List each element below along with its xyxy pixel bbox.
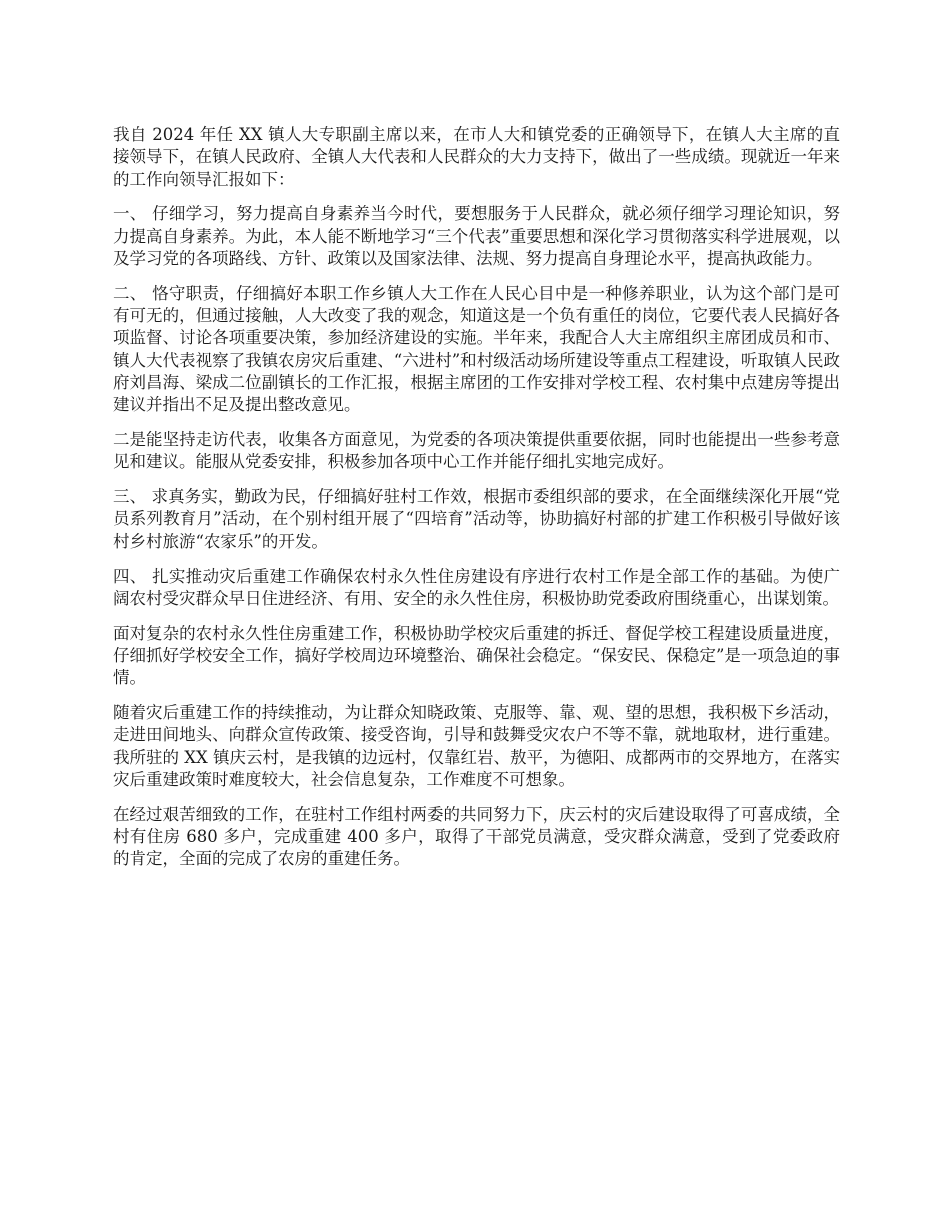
paragraph-section-1: 一、 仔细学习，努力提高自身素养当今时代，要想服务于人民群众，就必须仔细学习理论知识，努力提高自身素养。为此，本人能不断地学习“三个代表”重要思想和深化学习贯彻落实科学进展观，以及学习党的各项路线、方针、政策以及国家法律、法规、努力提高自身理论水平，提高执政能力。 — [113, 204, 840, 268]
document-body — [113, 124, 840, 883]
paragraph-section-2: 二、 恪守职责，仔细搞好本职工作乡镇人大工作在人民心目中是一种修养职业，认为这个部门是可有可无的，但通过接触，人大改变了我的观念，知道这是一个负有重任的岗位，它要代表人民搞好各项监督、讨论各项重要决策，参加经济建设的实施。半年来，我配合人大主席组织主席团成员和市、镇人大代表视察了我镇农房灾后重建、“六进村”和村级活动场所建设等重点工程建设，听取镇人民政府刘昌海、梁成二位副镇长的工作汇报，根据主席团的工作安排对学校工程、农村集中点建房等提出建议并指出不足及提出整改意见。 — [113, 283, 840, 415]
paragraph-section-4: 四、 扎实推动灾后重建工作确保农村永久性住房建设有序进行农村工作是全部工作的基础。为使广阔农村受灾群众早日住进经济、有用、安全的永久性住房，积极协助党委政府围绕重心，出谋划策。 — [113, 566, 840, 608]
paragraph-section-4-part-2: 面对复杂的农村永久性住房重建工作，积极协助学校灾后重建的拆迁、督促学校工程建设质量进度，仔细抓好学校安全工作，搞好学校周边环境整治、确保社会稳定。“保安民、保稳定”是一项急迫的事情。 — [113, 623, 840, 688]
paragraph-intro: 我自 2024 年任 XX 镇人大专职副主席以来，在市人大和镇党委的正确领导下，在镇人大主席的直接领导下，在镇人民政府、全镇人大代表和人民群众的大力支持下，做出了一些成绩。现就近一年来的工作向领导汇报如下： — [113, 125, 840, 189]
paragraph-section-2-continued: 二是能坚持走访代表，收集各方面意见，为党委的各项决策提供重要依据，同时也能提出一些参考意见和建议。能服从党委安排，积极参加各项中心工作并能仔细扎实地完成好。 — [113, 430, 840, 472]
paragraph-section-3: 三、 求真务实，勤政为民，仔细搞好驻村工作效，根据市委组织部的要求，在全面继续深化开展“党员系列教育月”活动，在个别村组开展了“四培育”活动等，协助搞好村部的扩建工作积极引导做好该村乡村旅游“农家乐”的开发。 — [113, 487, 840, 551]
paragraph-section-4-part-3: 随着灾后重建工作的持续推动，为让群众知晓政策、克服等、靠、观、望的思想，我积极下乡活动，走进田间地头、向群众宣传政策、接受咨询，引导和鼓舞受灾农户不等不靠，就地取材，进行重建。我所驻的 XX 镇庆云村，是我镇的边远村，仅靠红岩、敖平，为德阳、成都两市的交界地方，在落实灾后重建政策时难度较大，社会信息复杂，工作难度不可想象。 — [113, 703, 840, 789]
paragraph-conclusion: 在经过艰苦细致的工作，在驻村工作组村两委的共同努力下，庆云村的灾后建设取得了可喜成绩，全村有住房 680 多户，完成重建 400 多户，取得了干部党员满意，受灾群众满意，受到了党委政府的肯定，全面的完成了农房的重建任务。 — [113, 804, 840, 869]
